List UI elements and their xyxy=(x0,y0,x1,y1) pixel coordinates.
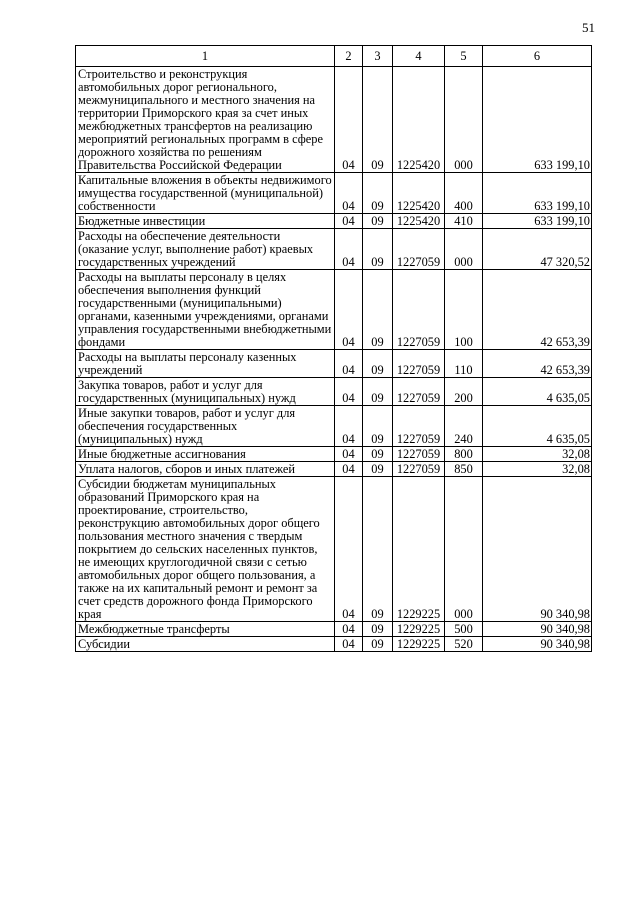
row-target-article-cell: 1225420 xyxy=(393,214,445,229)
row-section-cell: 04 xyxy=(335,637,363,652)
row-target-article-cell: 1225420 xyxy=(393,67,445,173)
row-section-cell: 04 xyxy=(335,173,363,214)
row-name-cell: Строительство и реконструкция автомобильных дорог регионального, межмуниципального и местного значения на территории Приморского края за счет иных межбюджетных трансфертов на реализацию мероприятий региональных программ в сфере дорожного хозяйства по решениям Правительства Российской Федерации xyxy=(76,67,335,173)
row-amount-cell: 4 635,05 xyxy=(483,378,592,406)
row-expense-type-cell: 000 xyxy=(445,477,483,622)
column-header-3: 3 xyxy=(363,46,393,67)
row-subsection-cell: 09 xyxy=(363,67,393,173)
row-expense-type-cell: 200 xyxy=(445,378,483,406)
row-section-cell: 04 xyxy=(335,350,363,378)
column-header-6: 6 xyxy=(483,46,592,67)
row-target-article-cell: 1227059 xyxy=(393,270,445,350)
row-subsection-cell: 09 xyxy=(363,406,393,447)
row-subsection-cell: 09 xyxy=(363,477,393,622)
row-target-article-cell: 1227059 xyxy=(393,378,445,406)
row-section-cell: 04 xyxy=(335,406,363,447)
row-name-cell: Субсидии xyxy=(76,637,335,652)
row-name-cell: Межбюджетные трансферты xyxy=(76,622,335,637)
row-expense-type-cell: 500 xyxy=(445,622,483,637)
row-name-cell: Расходы на обеспечение деятельности (оказание услуг, выполнение работ) краевых государственных учреждений xyxy=(76,229,335,270)
row-subsection-cell: 09 xyxy=(363,173,393,214)
table-header-row xyxy=(76,46,592,67)
row-amount-cell: 90 340,98 xyxy=(483,477,592,622)
table-row xyxy=(76,406,592,447)
row-name-cell: Бюджетные инвестиции xyxy=(76,214,335,229)
row-target-article-cell: 1227059 xyxy=(393,406,445,447)
table-row xyxy=(76,229,592,270)
row-section-cell: 04 xyxy=(335,477,363,622)
row-expense-type-cell: 240 xyxy=(445,406,483,447)
row-expense-type-cell: 000 xyxy=(445,229,483,270)
row-target-article-cell: 1227059 xyxy=(393,350,445,378)
row-expense-type-cell: 000 xyxy=(445,67,483,173)
row-target-article-cell: 1229225 xyxy=(393,637,445,652)
table-row xyxy=(76,637,592,652)
row-target-article-cell: 1227059 xyxy=(393,229,445,270)
row-amount-cell: 633 199,10 xyxy=(483,214,592,229)
row-subsection-cell: 09 xyxy=(363,637,393,652)
row-target-article-cell: 1227059 xyxy=(393,462,445,477)
row-expense-type-cell: 110 xyxy=(445,350,483,378)
row-subsection-cell: 09 xyxy=(363,214,393,229)
column-header-2: 2 xyxy=(335,46,363,67)
row-section-cell: 04 xyxy=(335,229,363,270)
row-subsection-cell: 09 xyxy=(363,378,393,406)
row-amount-cell: 32,08 xyxy=(483,447,592,462)
row-amount-cell: 4 635,05 xyxy=(483,406,592,447)
page-number: 51 xyxy=(582,20,595,35)
table-row xyxy=(76,378,592,406)
row-expense-type-cell: 520 xyxy=(445,637,483,652)
row-amount-cell: 42 653,39 xyxy=(483,350,592,378)
row-section-cell: 04 xyxy=(335,67,363,173)
row-subsection-cell: 09 xyxy=(363,462,393,477)
row-subsection-cell: 09 xyxy=(363,229,393,270)
column-header-4: 4 xyxy=(393,46,445,67)
row-amount-cell: 32,08 xyxy=(483,462,592,477)
row-expense-type-cell: 850 xyxy=(445,462,483,477)
row-amount-cell: 90 340,98 xyxy=(483,637,592,652)
table-body xyxy=(76,67,592,652)
row-target-article-cell: 1225420 xyxy=(393,173,445,214)
table-row xyxy=(76,214,592,229)
row-expense-type-cell: 100 xyxy=(445,270,483,350)
table-row xyxy=(76,350,592,378)
row-subsection-cell: 09 xyxy=(363,350,393,378)
table-row xyxy=(76,173,592,214)
row-amount-cell: 633 199,10 xyxy=(483,67,592,173)
column-header-5: 5 xyxy=(445,46,483,67)
table-row xyxy=(76,270,592,350)
row-expense-type-cell: 800 xyxy=(445,447,483,462)
row-section-cell: 04 xyxy=(335,462,363,477)
row-name-cell: Уплата налогов, сборов и иных платежей xyxy=(76,462,335,477)
table-row xyxy=(76,477,592,622)
row-name-cell: Субсидии бюджетам муниципальных образований Приморского края на проектирование, строительство, реконструкцию автомобильных дорог общего пользования местного значения с твердым покрытием до сельских населенных пунктов, не имеющих круглогодичной связи с сетью автомобильных дорог общего пользования, а также на их капитальный ремонт и ремонт за счет средств дорожного фонда Приморского края xyxy=(76,477,335,622)
row-name-cell: Иные закупки товаров, работ и услуг для обеспечения государственных (муниципальных) нужд xyxy=(76,406,335,447)
row-name-cell: Расходы на выплаты персоналу казенных учреждений xyxy=(76,350,335,378)
row-expense-type-cell: 410 xyxy=(445,214,483,229)
row-name-cell: Капитальные вложения в объекты недвижимого имущества государственной (муниципальной) собственности xyxy=(76,173,335,214)
row-section-cell: 04 xyxy=(335,622,363,637)
row-amount-cell: 47 320,52 xyxy=(483,229,592,270)
row-subsection-cell: 09 xyxy=(363,622,393,637)
row-target-article-cell: 1229225 xyxy=(393,622,445,637)
row-section-cell: 04 xyxy=(335,447,363,462)
row-section-cell: 04 xyxy=(335,270,363,350)
budget-table xyxy=(75,45,592,652)
row-amount-cell: 633 199,10 xyxy=(483,173,592,214)
column-header-1: 1 xyxy=(76,46,335,67)
row-name-cell: Расходы на выплаты персоналу в целях обеспечения выполнения функций государственными (муниципальными) органами, казенными учреждениями, органами управления государственными внебюджетными фондами xyxy=(76,270,335,350)
table-row xyxy=(76,462,592,477)
row-target-article-cell: 1229225 xyxy=(393,477,445,622)
row-name-cell: Иные бюджетные ассигнования xyxy=(76,447,335,462)
row-section-cell: 04 xyxy=(335,214,363,229)
row-name-cell: Закупка товаров, работ и услуг для государственных (муниципальных) нужд xyxy=(76,378,335,406)
row-amount-cell: 90 340,98 xyxy=(483,622,592,637)
row-target-article-cell: 1227059 xyxy=(393,447,445,462)
row-subsection-cell: 09 xyxy=(363,270,393,350)
table-row xyxy=(76,622,592,637)
table-row xyxy=(76,447,592,462)
table-row xyxy=(76,67,592,173)
row-section-cell: 04 xyxy=(335,378,363,406)
row-subsection-cell: 09 xyxy=(363,447,393,462)
row-amount-cell: 42 653,39 xyxy=(483,270,592,350)
row-expense-type-cell: 400 xyxy=(445,173,483,214)
